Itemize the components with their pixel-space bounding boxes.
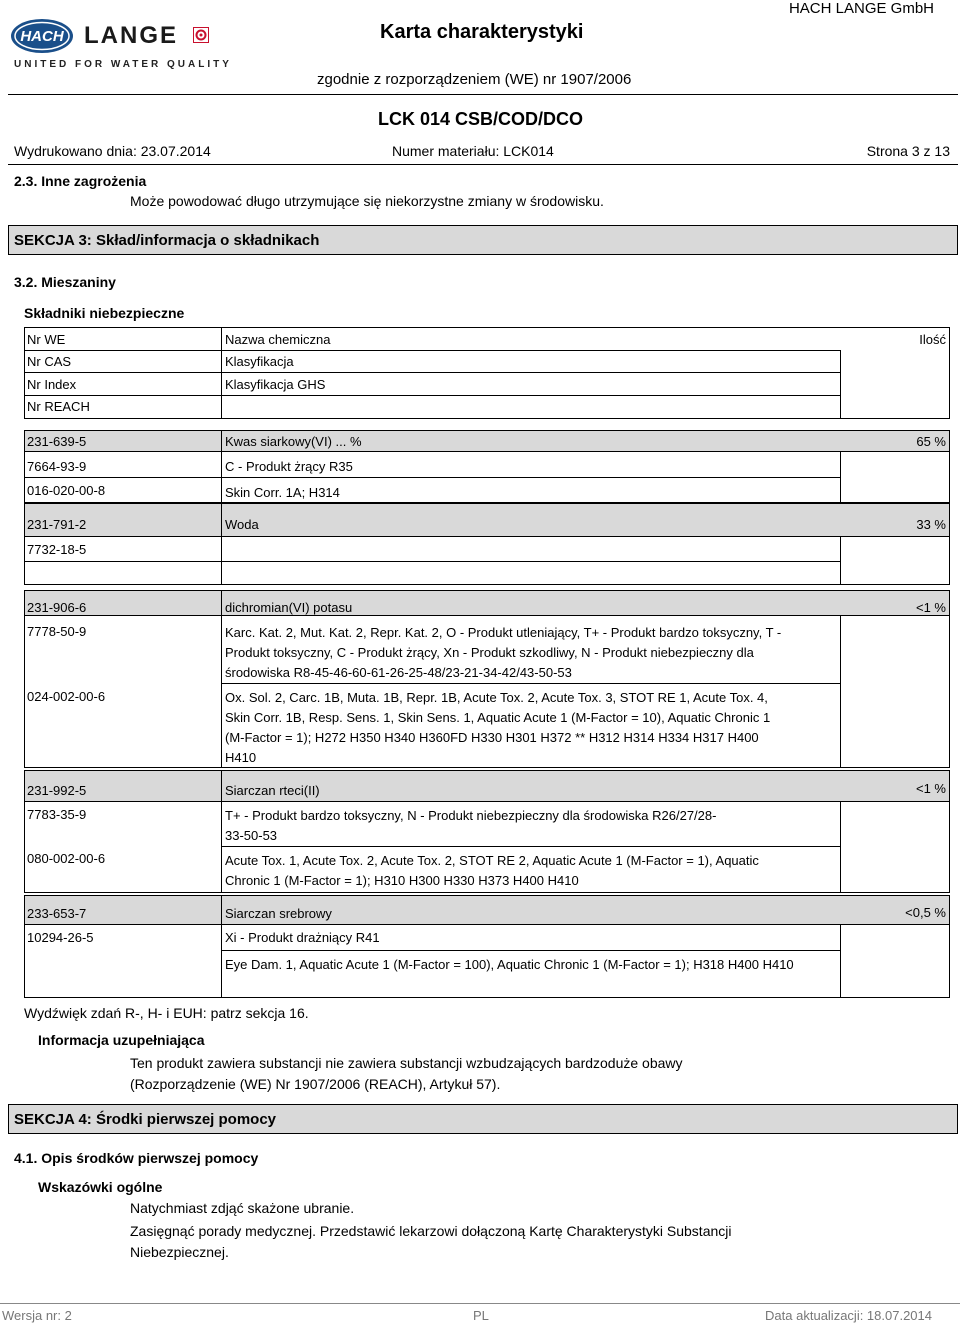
- component-4-ghs: Acute Tox. 1, Acute Tox. 2, Acute Tox. 2, STOT RE 2, Aquatic Acute 1 (M-Factor = 1), Aquatic Chronic 1 (M-Factor = 1); H310 H300 H330 H373 H400 H410: [225, 853, 759, 888]
- section-3-2-heading: 3.2. Mieszaniny: [14, 274, 116, 290]
- col-nr-cas: Nr CAS: [27, 354, 72, 369]
- footer-update-date: Data aktualizacji: 18.07.2014: [765, 1308, 932, 1323]
- document-title: Karta charakterystyki: [380, 21, 584, 43]
- col-nr-reach: Nr REACH: [27, 399, 90, 414]
- component-4-we: 231-992-5: [27, 783, 87, 798]
- table-header: [24, 327, 950, 419]
- component-1-we: 231-639-5: [27, 434, 87, 449]
- component-1-index: 016-020-00-8: [27, 483, 106, 498]
- section-4-1-heading: 4.1. Opis środków pierwszej pomocy: [14, 1150, 259, 1166]
- general-advice-heading: Wskazówki ogólne: [38, 1179, 163, 1195]
- component-1-cas: 7664-93-9: [27, 459, 87, 474]
- section-2-3-heading: 2.3. Inne zagrożenia: [14, 173, 147, 189]
- component-5-ghs: Eye Dam. 1, Aquatic Acute 1 (M-Factor = 100), Aquatic Chronic 1 (M-Factor = 1); H318 H400 H410: [225, 957, 794, 972]
- component-5-name: Siarczan srebrowy: [225, 906, 332, 921]
- component-4-qty: <1 %: [916, 781, 946, 796]
- component-1-name: Kwas siarkowy(VI) ... %: [225, 434, 362, 449]
- section-2-3-text: Może powodować długo utrzymujące się niekorzystne zmiany w środowisku.: [130, 193, 604, 209]
- lange-logo-text: LANGE: [84, 22, 178, 49]
- component-3-name: dichromian(VI) potasu: [225, 600, 353, 615]
- component-5-qty: <0,5 %: [905, 905, 946, 920]
- component-4-name: Siarczan rteci(II): [225, 783, 320, 798]
- component-3-index: 024-002-00-6: [27, 689, 106, 704]
- component-1-qty: 65 %: [916, 434, 946, 449]
- component-3-qty: <1 %: [916, 600, 946, 615]
- component-5-class: Xi - Produkt drażniący R41: [225, 930, 380, 945]
- components-heading: Składniki niebezpieczne: [24, 305, 185, 321]
- col-klasyfikacja: Klasyfikacja: [225, 354, 294, 369]
- component-5-we: 233-653-7: [27, 906, 87, 921]
- component-1-ghs: Skin Corr. 1A; H314: [225, 485, 340, 500]
- component-5-cas: 10294-26-5: [27, 930, 94, 945]
- regulation: zgodnie z rozporządzeniem (WE) nr 1907/2006: [317, 71, 632, 88]
- r-h-phrases-note: Wydźwięk zdań R-, H- i EUH: patrz sekcja 16.: [24, 1005, 309, 1021]
- lange-logo-mark: [193, 27, 209, 43]
- section-3-title: SEKCJA 3: Skład/informacja o składnikach: [14, 232, 320, 249]
- col-ilosc: Ilość: [919, 332, 946, 347]
- component-2-name: Woda: [225, 517, 259, 532]
- additional-info-heading: Informacja uzupełniająca: [38, 1032, 205, 1048]
- footer-language: PL: [473, 1308, 489, 1323]
- col-nazwa: Nazwa chemiczna: [225, 332, 331, 347]
- component-3-cas: 7778-50-9: [27, 624, 87, 639]
- component-4-class: T+ - Produkt bardzo toksyczny, N - Produkt niebezpieczny dla środowiska R26/27/28-33-50-53: [225, 808, 717, 843]
- header-bottom-rule: [8, 164, 958, 165]
- component-4-cas: 7783-35-9: [27, 807, 87, 822]
- component-4-index: 080-002-00-6: [27, 851, 106, 866]
- page-number: Strona 3 z 13: [866, 143, 950, 159]
- company-name: HACH LANGE GmbH: [788, 0, 934, 17]
- component-3-ghs: Ox. Sol. 2, Carc. 1B, Muta. 1B, Repr. 1B, Acute Tox. 2, Acute Tox. 3, STOT RE 1, Acute Tox. 4, Skin Corr. 1B, Resp. Sens. 1, Skin Sens. 1, Aquatic Acute 1 (M-Factor = 10), Aquatic Chronic 1 (M-Factor = 1); H272 H350 H340 H360FD H330 H301 H372 ** H312 H314 H334 H317 H400 H410: [225, 690, 771, 765]
- component-2-we: 231-791-2: [27, 517, 87, 532]
- hach-logo-text: HACH: [20, 28, 64, 45]
- footer-rule: [0, 1303, 960, 1304]
- component-3-we: 231-906-6: [27, 600, 87, 615]
- print-date: Wydrukowano dnia: 23.07.2014: [14, 143, 211, 159]
- section-4-title: SEKCJA 4: Środki pierwszej pomocy: [14, 1111, 277, 1128]
- col-nr-we: Nr WE: [27, 332, 66, 347]
- tagline: UNITED FOR WATER QUALITY: [14, 59, 232, 70]
- component-3-class: Karc. Kat. 2, Mut. Kat. 2, Repr. Kat. 2, O - Produkt utleniający, T+ - Produkt bardzo toksyczny, T - Produkt toksyczny, C - Produkt żrący, Xn - Produkt szkodliwy, N - Produkt niebezpieczny dla środowiska R8-45-46-60-61-26-25-48/23-21-34-42/43-50-53: [225, 625, 782, 680]
- component-2-qty: 33 %: [916, 517, 946, 532]
- footer-version: Wersja nr: 2: [2, 1308, 72, 1323]
- additional-info-text: Ten produkt zawiera substancji nie zawiera substancji wzbudzających bardzoduże obawy (Rozporządzenie (WE) Nr 1907/2006 (REACH), Artykuł 57).: [130, 1055, 683, 1092]
- col-klasyfikacja-ghs: Klasyfikacja GHS: [225, 377, 326, 392]
- product-name: LCK 014 CSB/COD/DCO: [378, 109, 584, 129]
- material-number: Numer materiału: LCK014: [392, 143, 554, 159]
- component-2-cas: 7732-18-5: [27, 542, 87, 557]
- first-aid-line-1: Natychmiast zdjąć skażone ubranie.: [130, 1200, 355, 1216]
- header-rule: [8, 94, 958, 95]
- first-aid-line-2: Zasięgnąć porady medycznej. Przedstawić lekarzowi dołączoną Kartę Charakterystyki Substancji Niebezpiecznej.: [130, 1223, 732, 1260]
- component-1-class: C - Produkt żrący R35: [225, 459, 353, 474]
- col-nr-index: Nr Index: [27, 377, 77, 392]
- hach-logo: [10, 18, 74, 54]
